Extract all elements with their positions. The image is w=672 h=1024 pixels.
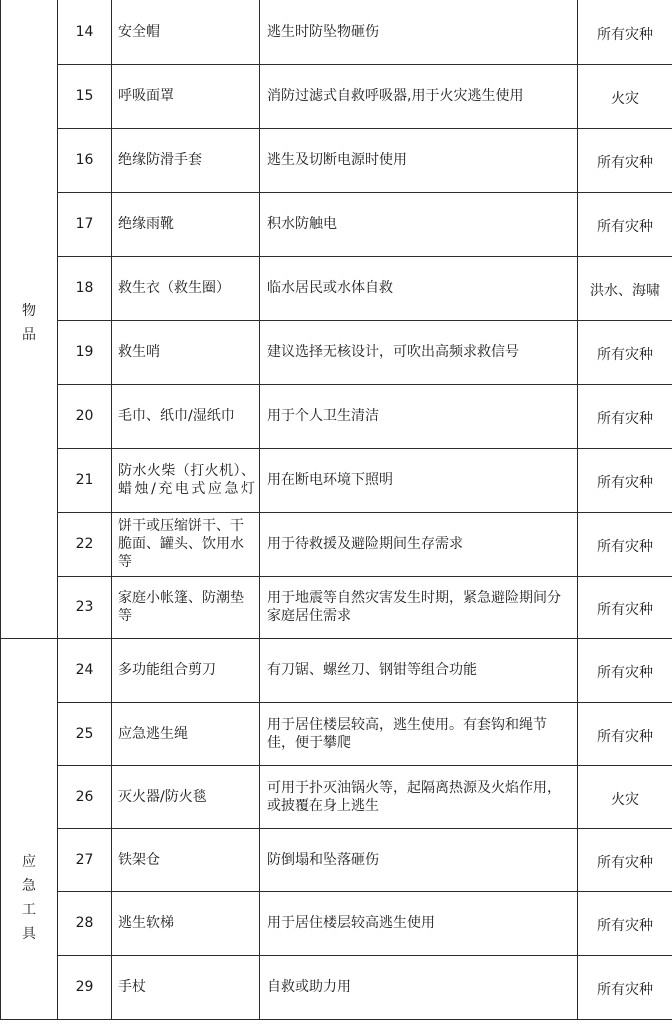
item-disaster: 所有灾种 xyxy=(578,0,672,64)
item-use: 消防过滤式自救呼吸器,用于火灾逃生使用 xyxy=(260,64,578,128)
item-number: 24 xyxy=(58,638,112,702)
table-row xyxy=(1,891,672,955)
item-disaster: 所有灾种 xyxy=(578,448,672,512)
item-use: 有刀锯、螺丝刀、钢钳等组合功能 xyxy=(260,638,578,702)
item-number: 20 xyxy=(58,384,112,448)
item-number: 25 xyxy=(58,702,112,765)
item-name: 灭火器/防火毯 xyxy=(112,765,260,828)
item-use: 防倒塌和坠落砸伤 xyxy=(260,828,578,891)
table-row xyxy=(1,638,672,702)
item-name: 毛巾、纸巾/湿纸巾 xyxy=(112,384,260,448)
item-disaster: 火灾 xyxy=(578,765,672,828)
item-number: 16 xyxy=(58,128,112,192)
item-name: 应急逃生绳 xyxy=(112,702,260,765)
item-disaster: 所有灾种 xyxy=(578,638,672,702)
table-row xyxy=(1,384,672,448)
item-number: 23 xyxy=(58,576,112,638)
item-use: 建议选择无核设计，可吹出高频求救信号 xyxy=(260,320,578,384)
item-disaster: 所有灾种 xyxy=(578,576,672,638)
item-name: 防水火柴（打火机）、蜡烛/充电式应急灯 xyxy=(112,448,260,512)
item-use: 可用于扑灭油锅火等，起隔离热源及火焰作用，或披覆在身上逃生 xyxy=(260,765,578,828)
item-name: 家庭小帐篷、防潮垫等 xyxy=(112,576,260,638)
item-name: 铁架仓 xyxy=(112,828,260,891)
item-number: 18 xyxy=(58,256,112,320)
item-disaster: 所有灾种 xyxy=(578,128,672,192)
item-disaster: 所有灾种 xyxy=(578,320,672,384)
item-name: 手杖 xyxy=(112,955,260,1019)
item-use: 自救或助力用 xyxy=(260,955,578,1019)
item-use: 用在断电环境下照明 xyxy=(260,448,578,512)
item-use: 用于待救援及避险期间生存需求 xyxy=(260,512,578,576)
item-disaster: 所有灾种 xyxy=(578,702,672,765)
table-row xyxy=(1,192,672,256)
item-name: 救生哨 xyxy=(112,320,260,384)
item-use: 用于地震等自然灾害发生时期，紧急避险期间分家庭居住需求 xyxy=(260,576,578,638)
item-use: 逃生时防坠物砸伤 xyxy=(260,0,578,64)
item-number: 28 xyxy=(58,891,112,955)
item-number: 21 xyxy=(58,448,112,512)
item-number: 14 xyxy=(58,0,112,64)
table-row xyxy=(1,448,672,512)
item-disaster: 所有灾种 xyxy=(578,955,672,1019)
item-disaster: 火灾 xyxy=(578,64,672,128)
table-row xyxy=(1,828,672,891)
item-name: 绝缘雨靴 xyxy=(112,192,260,256)
item-name: 呼吸面罩 xyxy=(112,64,260,128)
item-disaster: 所有灾种 xyxy=(578,192,672,256)
table-row xyxy=(1,256,672,320)
item-use: 用于居住楼层较高，逃生使用。有套钩和绳节佳，便于攀爬 xyxy=(260,702,578,765)
item-disaster: 所有灾种 xyxy=(578,891,672,955)
table-row xyxy=(1,0,672,64)
item-name: 绝缘防滑手套 xyxy=(112,128,260,192)
item-use: 积水防触电 xyxy=(260,192,578,256)
item-name: 逃生软梯 xyxy=(112,891,260,955)
item-use: 逃生及切断电源时使用 xyxy=(260,128,578,192)
item-number: 19 xyxy=(58,320,112,384)
item-number: 29 xyxy=(58,955,112,1019)
item-number: 26 xyxy=(58,765,112,828)
item-number: 22 xyxy=(58,512,112,576)
item-disaster: 洪水、海啸 xyxy=(578,256,672,320)
item-disaster: 所有灾种 xyxy=(578,512,672,576)
item-name: 饼干或压缩饼干、干脆面、罐头、饮用水等 xyxy=(112,512,260,576)
item-use: 用于个人卫生清洁 xyxy=(260,384,578,448)
item-name: 多功能组合剪刀 xyxy=(112,638,260,702)
item-name: 救生衣（救生圈） xyxy=(112,256,260,320)
item-name: 安全帽 xyxy=(112,0,260,64)
table-row xyxy=(1,320,672,384)
table-row xyxy=(1,128,672,192)
table-row xyxy=(1,702,672,765)
item-number: 17 xyxy=(58,192,112,256)
table-row xyxy=(1,765,672,828)
item-number: 15 xyxy=(58,64,112,128)
item-disaster: 所有灾种 xyxy=(578,828,672,891)
item-use: 用于居住楼层较高逃生使用 xyxy=(260,891,578,955)
item-disaster: 所有灾种 xyxy=(578,384,672,448)
category-label: 应急工具 xyxy=(22,853,36,942)
category-cell xyxy=(1,0,58,638)
category-cell xyxy=(1,638,58,1019)
table-row xyxy=(1,64,672,128)
item-number: 27 xyxy=(58,828,112,891)
table-row xyxy=(1,955,672,1019)
table-row xyxy=(1,576,672,638)
table-row xyxy=(1,512,672,576)
category-label: 物品 xyxy=(22,302,36,343)
item-use: 临水居民或水体自救 xyxy=(260,256,578,320)
